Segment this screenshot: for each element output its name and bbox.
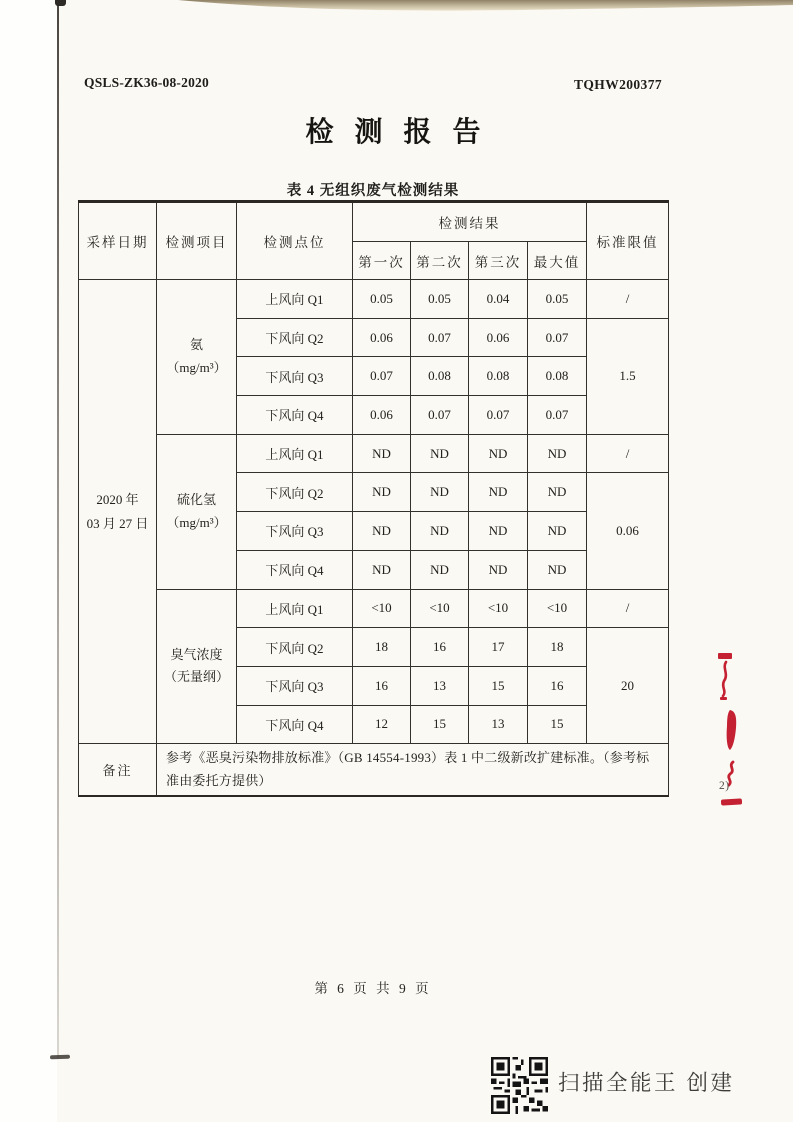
camscanner-watermark-text: 扫描全能王 创建 [558,1071,735,1095]
point-cell: 下风向 Q2 [237,628,353,667]
point-cell: 下风向 Q4 [237,705,353,744]
remark-label: 备注 [79,744,157,796]
result-cell: 15 [528,705,587,744]
result-cell: <10 [528,589,587,628]
column-header-sample-date: 采样日期 [79,202,157,280]
result-cell: ND [528,550,587,589]
item-name: 臭气浓度 [170,646,223,662]
result-cell: 15 [411,705,469,744]
result-cell: 0.07 [469,396,528,435]
point-cell: 上风向 Q1 [237,280,353,319]
stamp-fragment-text: 2) [719,780,730,792]
result-cell: 0.07 [411,318,469,357]
result-cell: ND [469,512,528,551]
result-cell: 0.06 [353,396,411,435]
limit-cell: / [587,280,669,319]
camscanner-qr-icon [491,1057,548,1114]
result-cell: 17 [469,628,528,667]
item-unit: （无量纲） [163,669,229,685]
result-cell: 0.07 [411,396,469,435]
point-cell: 下风向 Q2 [237,473,353,512]
red-stamp-fragment [716,650,740,702]
item-unit: （mg/m³） [166,359,227,375]
result-cell: <10 [469,589,528,628]
scan-artifact [55,0,66,6]
column-header-item: 检测项目 [157,202,237,280]
result-cell: 0.06 [469,318,528,357]
result-cell: ND [353,550,411,589]
result-cell: ND [469,550,528,589]
result-cell: 15 [469,666,528,705]
point-cell: 下风向 Q2 [237,318,353,357]
result-cell: ND [411,434,469,473]
column-header-run2: 第二次 [411,242,469,280]
result-cell: ND [411,512,469,551]
result-cell: 0.08 [411,357,469,396]
report-number: TQHW200377 [574,77,663,92]
result-cell: ND [528,512,587,551]
column-header-max: 最大值 [528,242,587,280]
result-cell: 0.06 [353,318,411,357]
item-cell-ammonia [157,280,237,435]
point-cell: 下风向 Q3 [237,666,353,705]
limit-cell: / [587,434,669,473]
result-cell: ND [353,473,411,512]
sample-date-cell [79,280,157,744]
item-unit: （mg/m³） [166,514,227,530]
result-cell: 13 [411,666,469,705]
result-cell: ND [353,434,411,473]
point-cell: 上风向 Q1 [237,589,353,628]
item-name: 氨 [189,337,203,353]
page-title: 检 测 报 告 [305,117,488,148]
result-cell: 0.08 [528,357,587,396]
result-cell: 16 [528,666,587,705]
column-header-run3: 第三次 [469,242,528,280]
remark-text: 参考《恶臭污染物排放标准》（GB 14554-1993）表 1 中二级新改扩建标准。（参考标准由委托方提供） [157,744,669,796]
result-cell: 0.07 [528,318,587,357]
red-stamp-fragment [725,710,741,752]
page-edge-line [57,0,59,1058]
footer-page-number: 第 6 页 共 9 页 [314,981,432,996]
result-cell: 13 [469,705,528,744]
result-cell: <10 [411,589,469,628]
result-cell: 0.05 [528,280,587,319]
column-header-run1: 第一次 [353,242,411,280]
result-cell: 0.04 [469,280,528,319]
result-cell: ND [353,512,411,551]
result-cell: 12 [353,705,411,744]
result-cell: 0.08 [469,357,528,396]
point-cell: 下风向 Q3 [237,512,353,551]
result-cell: ND [528,473,587,512]
scan-margin-strip [0,0,57,1122]
result-cell: 18 [528,628,587,667]
result-cell: 0.05 [353,280,411,319]
point-cell: 上风向 Q1 [237,434,353,473]
result-cell: <10 [353,589,411,628]
point-cell: 下风向 Q3 [237,357,353,396]
result-cell: ND [411,550,469,589]
limit-cell: 1.5 [587,318,669,434]
result-cell: ND [528,434,587,473]
item-cell-h2s [157,434,237,589]
result-cell: ND [469,434,528,473]
result-cell: ND [411,473,469,512]
sample-date-line2: 03 月 27 日 [86,515,149,531]
point-cell: 下风向 Q4 [237,396,353,435]
result-cell: 0.07 [353,357,411,396]
point-cell: 下风向 Q4 [237,550,353,589]
item-cell-odor [157,589,237,744]
table-row [79,589,669,628]
result-cell: 0.07 [528,396,587,435]
item-name: 硫化氢 [176,491,216,507]
results-table [78,200,669,797]
column-header-results-group: 检测结果 [353,202,587,242]
limit-cell: 20 [587,628,669,744]
result-cell: 0.05 [411,280,469,319]
scan-artifact [50,1055,70,1059]
result-cell: 16 [353,666,411,705]
red-stamp-fragment [721,798,742,805]
table-caption: 表 4 无组织废气检测结果 [286,183,460,199]
result-cell: 16 [411,628,469,667]
limit-cell: / [587,589,669,628]
page-top-edge [0,0,793,18]
sample-date-line1: 2020 年 [96,491,139,507]
result-cell: 18 [353,628,411,667]
column-header-point: 检测点位 [237,202,353,280]
limit-cell: 0.06 [587,473,669,589]
table-row [79,280,669,319]
column-header-limit: 标准限值 [587,202,669,280]
doc-code: QSLS-ZK36-08-2020 [84,75,209,90]
table-row [79,744,669,796]
table-row [79,434,669,473]
result-cell: ND [469,473,528,512]
